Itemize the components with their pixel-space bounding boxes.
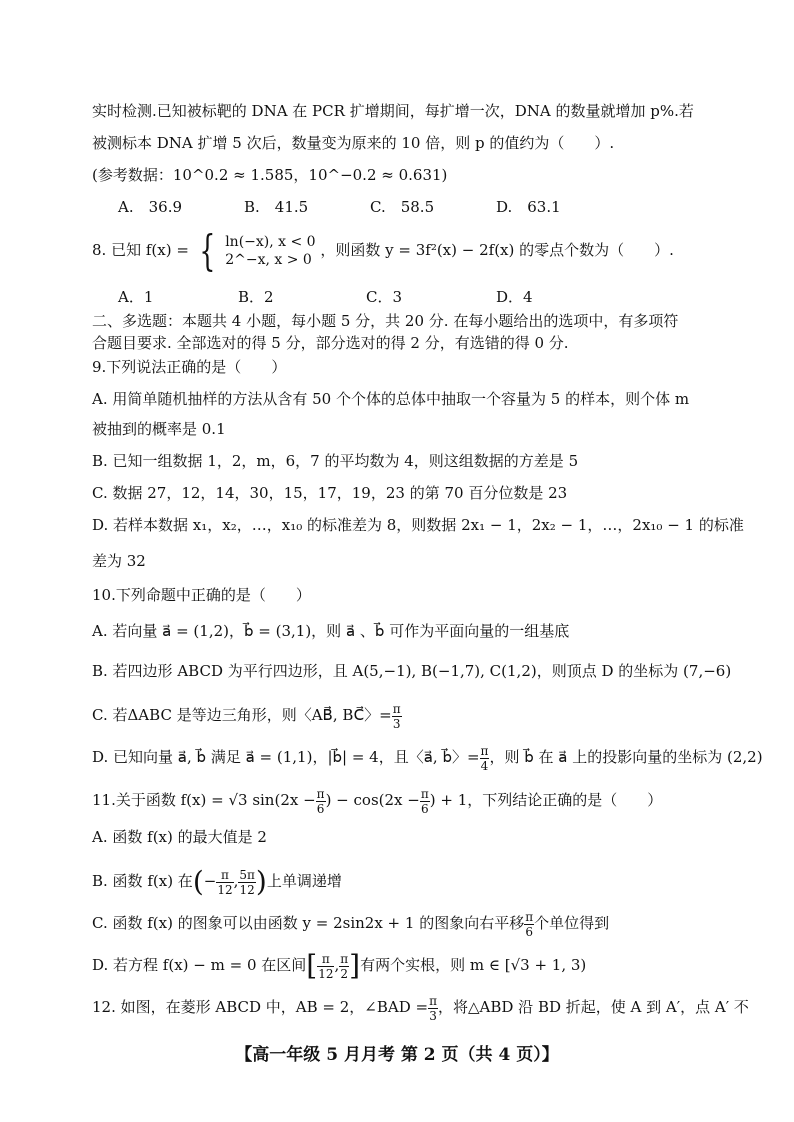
q11-option-d: D. 若方程 f(x) − m = 0 在区间[ $\frac{\pi}{12}$ , $\frac{\pi}{2}$ ]有两个实根，则 m ∈ [√3 + 1, 3) <box>92 949 587 982</box>
q11-option-c <box>92 906 609 940</box>
fraction-denominator: 12 <box>217 882 233 897</box>
q12-stem-end: ，将△ABD 沿 BD 折起，使 A 到 A′，点 A′ 不 <box>437 998 749 1016</box>
fraction <box>420 787 430 816</box>
fraction-numerator: 5π <box>239 867 255 882</box>
fraction-numerator: π <box>480 743 489 758</box>
fraction <box>316 787 326 816</box>
q11-option-c-text: C. 函数 f(x) 的图象可以由函数 y = 2sin2x + 1 的图象向右平移 <box>92 914 525 932</box>
q9-stem: 9.下列说法正确的是（ ） <box>92 358 287 376</box>
q8-option-c: C．3 <box>366 288 403 306</box>
q10-option-a: A. 若向量 a⃗ = (1,2)，b⃗ = (3,1)，则 a⃗ 、b⃗ 可作为平面向量的一组基底 <box>92 622 570 640</box>
q11-option-c-tail: 个单位得到 <box>534 914 610 932</box>
q8-suffix: ，则函数 y = 3f²(x) − 2f(x) 的零点个数为（ ）. <box>320 241 674 259</box>
q8-option-b: B．2 <box>238 288 274 306</box>
q10-option-c-text: C. 若ΔABC 是等边三角形，则〈AB⃗, BC⃗〉= <box>92 706 392 724</box>
q11-option-b-tail: 上单调递增 <box>266 872 342 890</box>
q11-option-d-tail: 有两个实根，则 m ∈ [√3 + 1, 3) <box>360 956 587 974</box>
q7-option-c: C. 58.5 <box>370 198 435 216</box>
fraction-denominator: 12 <box>239 882 255 897</box>
q11-stem-end: ) + 1，下列结论正确的是（ ） <box>429 791 663 809</box>
q11-option-b: B. 函数 f(x) 在(− $\frac{\pi}{12}$ , $\frac{5\pi}{12}$ )上单调递增 <box>92 865 342 898</box>
q9-option-a-line-2: 被抽到的概率是 0.1 <box>92 420 226 438</box>
q8-stem <box>92 226 674 275</box>
fraction <box>216 868 233 897</box>
left-paren: ( <box>192 865 204 898</box>
fraction <box>339 952 349 981</box>
fraction-denominator: 2 <box>340 966 349 981</box>
q11-stem-start: 11.关于函数 f(x) = √3 sin(2x − <box>92 791 316 809</box>
q9-option-d-line-2: 差为 32 <box>92 552 146 570</box>
fraction <box>238 868 256 897</box>
fraction <box>428 994 438 1023</box>
q8-option-a: A．1 <box>118 288 154 306</box>
piecewise-brace: { <box>199 226 216 275</box>
q11-option-a: A. 函数 f(x) 的最大值是 2 <box>92 828 267 846</box>
q11-stem-middle: ) − cos(2x − <box>325 791 420 809</box>
fraction-denominator: 6 <box>525 924 533 939</box>
q8-prefix: 8. 已知 f(x) = <box>92 241 189 259</box>
fraction <box>392 702 402 731</box>
fraction <box>317 952 334 981</box>
q8-case-2: 2^−x, x > 0 <box>225 252 312 268</box>
q7-option-b: B. 41.5 <box>244 198 309 216</box>
fraction-numerator: π <box>216 868 233 883</box>
q10-option-d <box>92 740 763 774</box>
q12-stem-start: 12. 如图，在菱形 ABCD 中，AB = 2，∠BAD = <box>92 998 429 1016</box>
left-bracket: [ <box>306 949 318 982</box>
q11-stem <box>92 782 662 818</box>
fraction <box>480 744 490 773</box>
fraction-denominator: 4 <box>480 758 489 773</box>
q7-line-1: 实时检测.已知被标靶的 DNA 在 PCR 扩增期间，每扩增一次，DNA 的数量就增加 p%.若 <box>92 102 694 120</box>
fraction-numerator: π <box>317 952 334 967</box>
fraction-numerator: π <box>392 701 401 716</box>
q7-option-d: D. 63.1 <box>496 198 561 216</box>
fraction-numerator: π <box>316 786 325 801</box>
q8-piecewise <box>225 233 315 269</box>
section-2-line-1: 二、多选题：本题共 4 小题，每小题 5 分，共 20 分. 在每小题给出的选项中，有多项符 <box>92 312 679 330</box>
q10-option-c <box>92 698 402 732</box>
right-paren: ) <box>255 865 267 898</box>
fraction <box>524 910 534 939</box>
q7-option-a: A. 36.9 <box>118 198 182 216</box>
fraction-denominator: 12 <box>318 966 334 981</box>
page-footer: 【高一年级 5 月月考 第 2 页（共 4 页）】 <box>235 1045 559 1065</box>
q10-option-d-tail: ，则 b⃗ 在 a⃗ 上的投影向量的坐标为 (2,2) <box>489 748 763 766</box>
q9-option-c: C. 数据 27，12，14，30，15，17，19，23 的第 70 百分位数是 23 <box>92 484 568 502</box>
fraction-numerator: π <box>420 786 429 801</box>
q7-line-2: 被测标本 DNA 扩增 5 次后，数量变为原来的 10 倍，则 p 的值约为（ ）. <box>92 134 615 152</box>
fraction-numerator: π <box>429 993 437 1008</box>
q12-stem <box>92 990 749 1024</box>
fraction-numerator: π <box>340 951 349 966</box>
fraction-denominator: 6 <box>420 801 429 816</box>
q11-option-d-text: D. 若方程 f(x) − m = 0 在区间 <box>92 956 307 974</box>
fraction-denominator: 3 <box>429 1008 437 1023</box>
fraction-numerator: π <box>525 909 534 924</box>
q9-option-a-line-1: A. 用简单随机抽样的方法从含有 50 个个体的总体中抽取一个容量为 5 的样本，则个体 m <box>92 390 690 408</box>
q11-option-b-text: B. 函数 f(x) 在 <box>92 872 193 890</box>
right-bracket: ] <box>349 949 361 982</box>
q8-case-1: ln(−x), x < 0 <box>225 234 316 250</box>
q9-option-b: B. 已知一组数据 1，2，m，6，7 的平均数为 4，则这组数据的方差是 5 <box>92 452 579 470</box>
q9-option-d-line-1: D. 若样本数据 x₁，x₂，…，x₁₀ 的标准差为 8，则数据 2x₁ − 1，2x₂ − 1，…，2x₁₀ − 1 的标准 <box>92 516 744 534</box>
fraction-denominator: 3 <box>392 716 401 731</box>
q10-option-d-text: D. 已知向量 a⃗, b⃗ 满足 a⃗ = (1,1)，|b⃗| = 4，且〈a⃗, b⃗〉= <box>92 748 480 766</box>
q10-stem: 10.下列命题中正确的是（ ） <box>92 586 311 604</box>
fraction-denominator: 6 <box>316 801 325 816</box>
q8-option-d: D．4 <box>496 288 533 306</box>
q10-option-b: B. 若四边形 ABCD 为平行四边形，且 A(5,−1), B(−1,7), C(1,2)，则顶点 D 的坐标为 (7,−6) <box>92 662 732 680</box>
q7-reference-data: (参考数据：10^0.2 ≈ 1.585，10^−0.2 ≈ 0.631) <box>92 166 448 184</box>
section-2-line-2: 合题目要求. 全部选对的得 5 分，部分选对的得 2 分，有选错的得 0 分. <box>92 334 569 352</box>
